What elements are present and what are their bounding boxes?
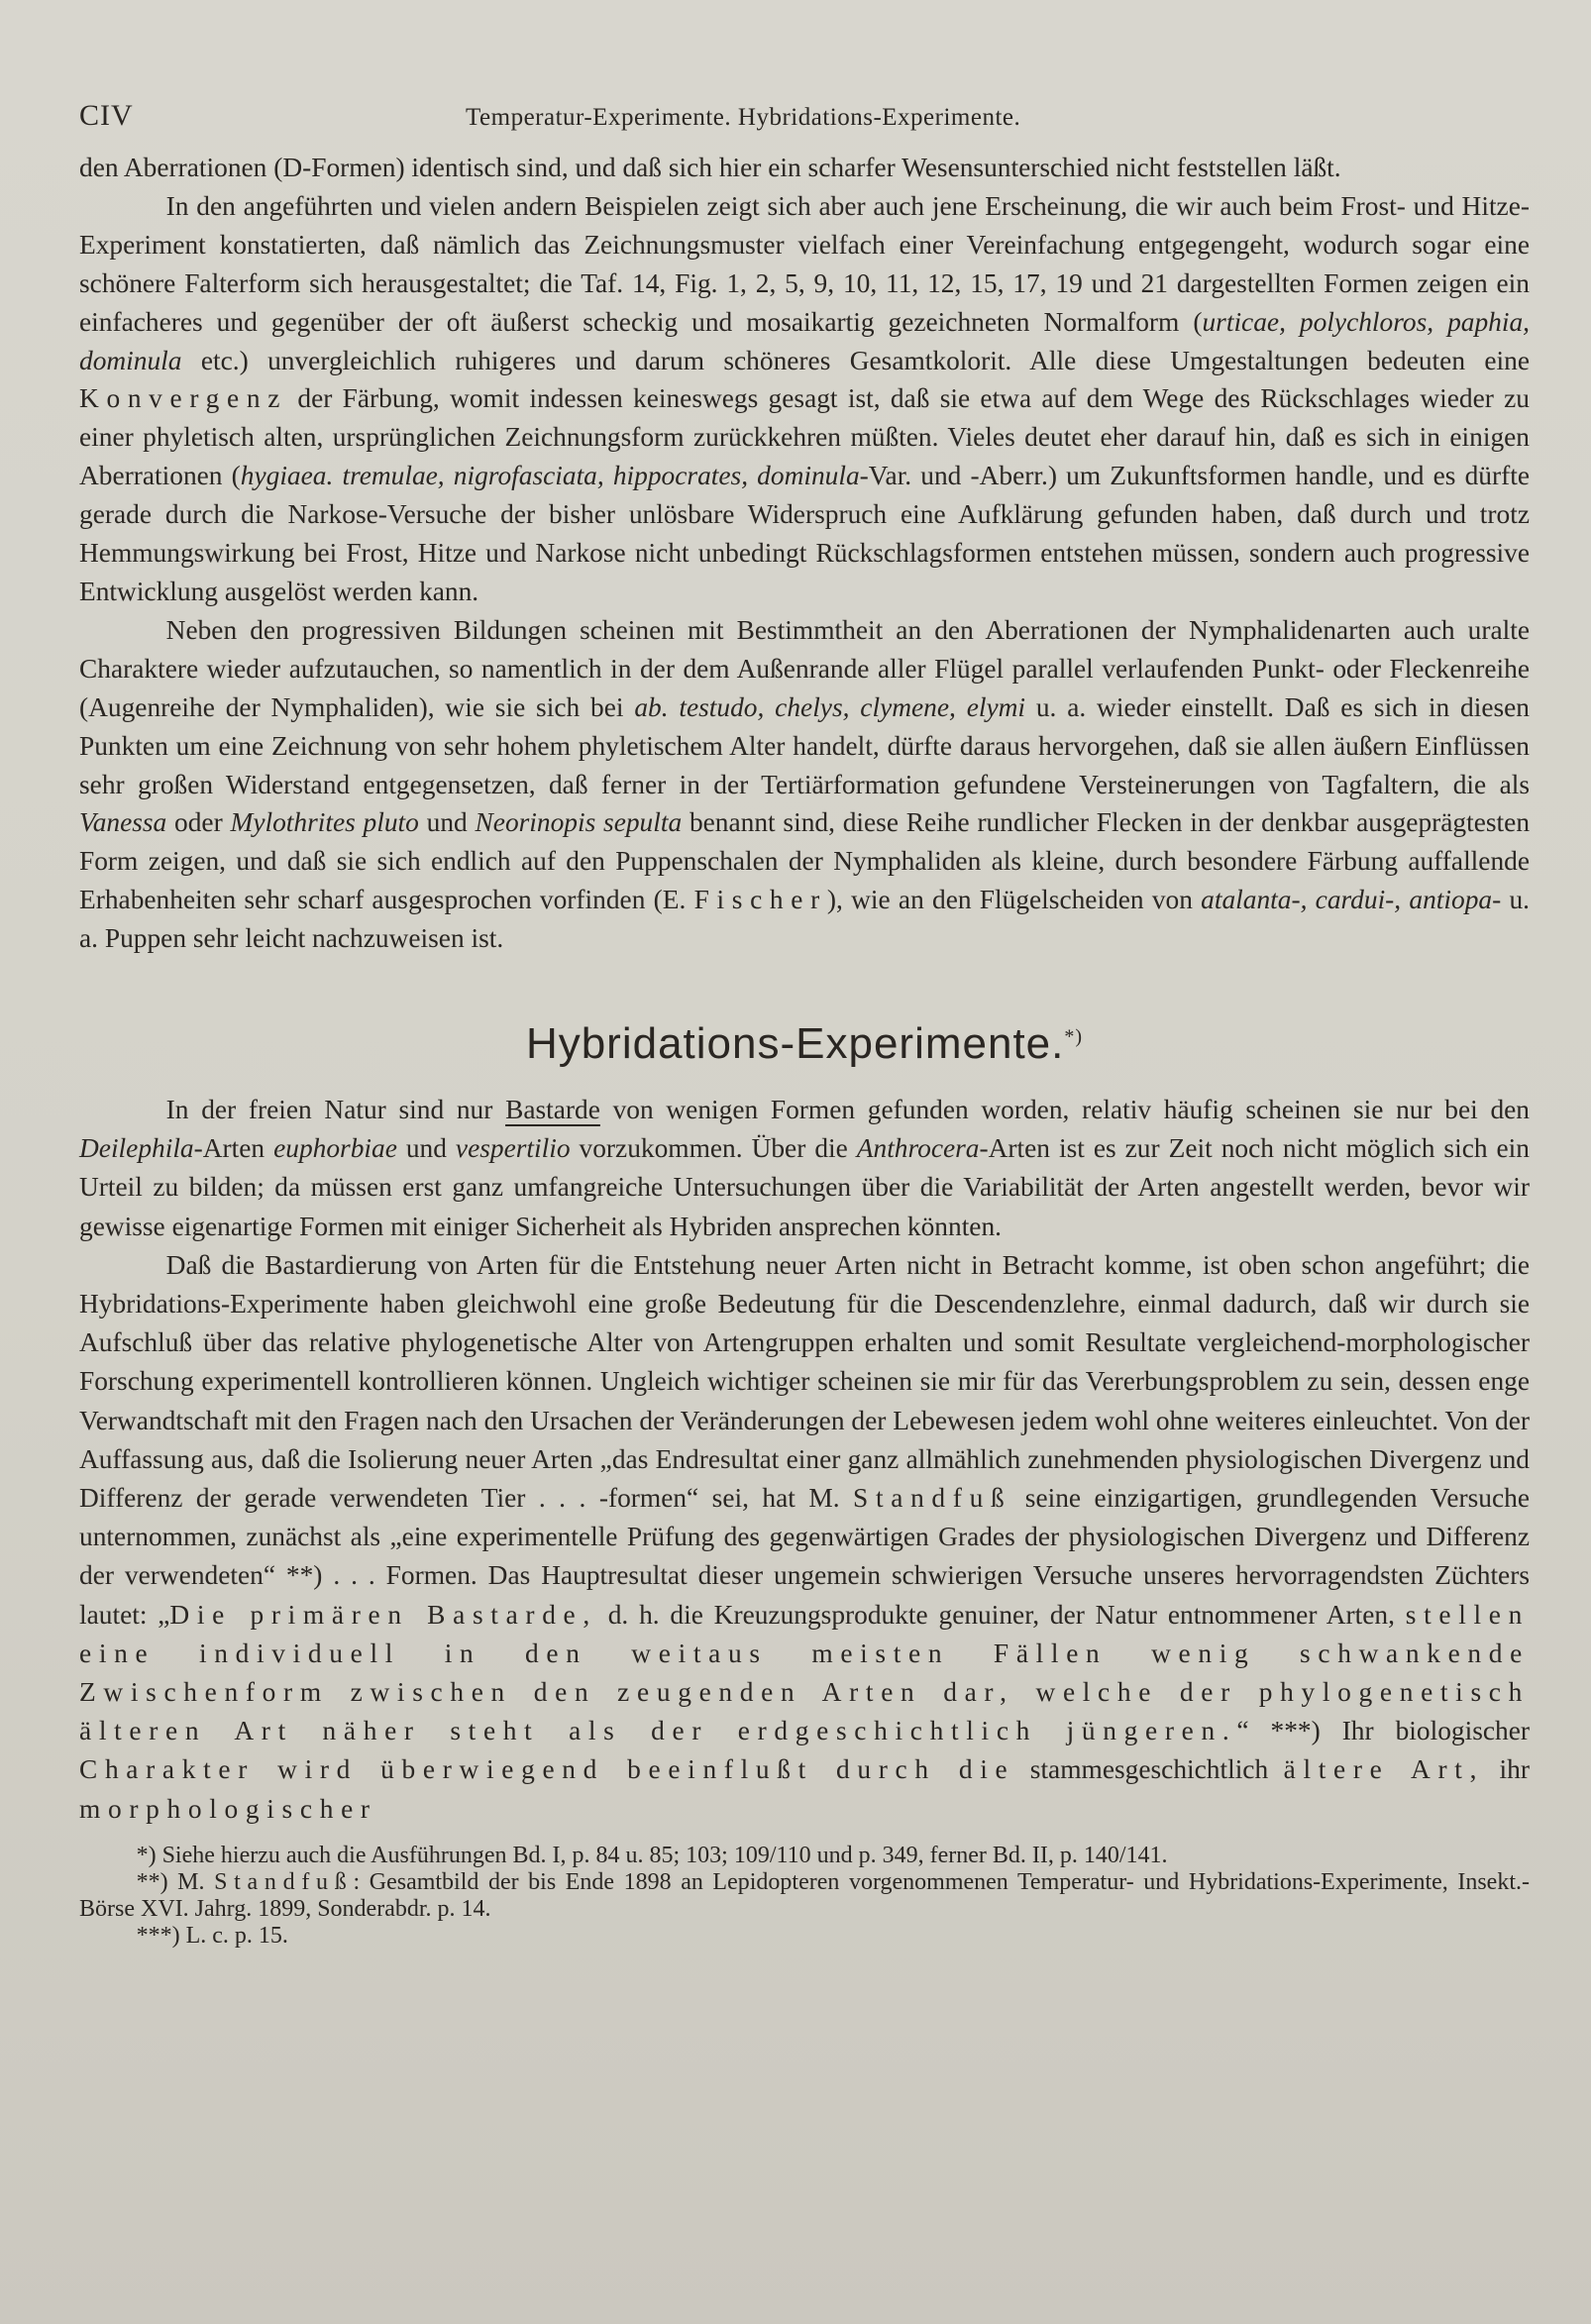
text-run: stammesgeschichtlich	[1014, 1754, 1284, 1785]
body-text	[79, 149, 1530, 958]
text-run: u. a. Puppen sehr leicht nachzuweisen ist.	[79, 885, 1530, 954]
text-run: “ ***) Ihr biologischer	[1236, 1716, 1530, 1746]
text-run: vorzukommen. Über die	[570, 1133, 857, 1164]
text-run: der Färbung, womit indessen keineswegs gesagt ist, daß sie etwa auf dem Wege des Rückschlages wieder zu einer phyletisch alten, ursprünglichen Zeichnungsform zurückkehren müßten. Vieles deutet eher darauf hin, daß es sich in einigen Aberrationen (	[79, 383, 1530, 491]
text-run: -Var. und -Aberr.) um Zukunftsformen handle, und es dürfte gerade durch die Narkose-Versuche der bisher unlösbare Widerspruch eine Aufklärung gefunden haben, daß durch und trotz Hemmungswirkung bei Frost, Hitze und Narkose nicht unbedingt Rückschlagsformen entstehen müssen, sondern auch progressive Entwicklung ausgelöst werden kann.	[79, 461, 1530, 606]
text-run: In der freien Natur sind nur	[165, 1095, 506, 1125]
text-run: -Arten	[193, 1133, 274, 1164]
text-run: benannt sind, diese Reihe rundlicher Flecken in der denkbar ausgeprägtesten Form zeigen, und daß sie sich endlich auf den Puppenschalen der Nymphaliden als kleine, durch besondere Färbung auffallende Erhabenheiten sehr scharf ausgesprochen vorfinden (E.	[79, 807, 1531, 915]
paragraph	[79, 187, 1530, 611]
spaced-quote: ältere Art,	[1283, 1754, 1485, 1785]
text-run: den Aberrationen (D-Formen) identisch sind, und daß sich hier ein scharfer Wesensunterschied nicht feststellen läßt.	[79, 153, 1341, 182]
text-run: Daß die Bastardierung von Arten für die Entstehung neuer Arten nicht in Betracht komme, ist oben schon angeführt; die Hybridations-Experimente haben gleichwohl eine große Bedeutung für die Descendenzlehre, einmal dadurch, daß wir durch sie Aufschluß über das relative phylogenetische Alter von Artengruppen erhalten und somit Resultate vergleichend-morphologischer Forschung experimentell kontrollieren können. Ungleich wichtiger scheinen sie mir für das Vererbungsproblem zu sein, dessen enge Verwandtschaft mit den Fragen nach den Ursachen der Veränderungen der Lebewesen jedem wohl ohne weiteres einleuchtet. Von der Auffassung aus, daß die Isolierung neuer Arten „das Endresultat einer ganz allmählich zunehmenden physiologischen Divergenz und Differenz der gerade verwendeten Tier . . . -formen“ sei, hat M.	[79, 1249, 1530, 1514]
footnote-text: ***) L. c. p. 15.	[136, 1922, 288, 1949]
footnote-marker: *)	[1064, 1025, 1084, 1048]
text-run: von wenigen Formen gefunden worden, relativ häufig scheinen sie nur bei den	[599, 1095, 1530, 1125]
underlined-term: Bastarde	[505, 1095, 600, 1125]
genus-name: Anthrocera	[856, 1133, 980, 1164]
heading-text: Hybridations-Experimente.	[525, 1019, 1065, 1069]
footnotes	[79, 1843, 1530, 1950]
text-run: und	[396, 1133, 456, 1164]
page-number: CIV	[79, 99, 134, 132]
text-run: ihr	[1484, 1754, 1530, 1785]
paragraph-continued	[79, 149, 1530, 187]
text-run: Neben den progressiven Bildungen scheinen mit Bestimmtheit an den Aberrationen der Nymphalidenarten auch uralte Charaktere wieder aufzutauchen, so namentlich in der dem Außenrande aller Flügel parallel verlaufenden Punkt- oder Fleckenreihe (Augenreihe der Nymphaliden), wie sie sich bei	[79, 614, 1530, 722]
running-title: Temperatur-Experimente. Hybridations-Experimente.	[466, 104, 1021, 131]
genus-name: Deilephila	[79, 1133, 194, 1164]
text-run: In den angeführten und vielen andern Beispielen zeigt sich aber auch jene Erscheinung, die wir auch beim Frost- und Hitze-Experiment konstatierten, daß nämlich das Zeichnungsmuster vielfach einer Vereinfachung entgegengeht, wodurch sogar eine schönere Falterform sich herausgestaltet; die Taf. 14, Fig. 1, 2, 5, 9, 10, 11, 12, 15, 17, 19 und 21 dargestellten Formen zeigen ein einfacheres und gegenüber der oft äußerst scheckig und mosaikartig gezeichneten Normalform (	[79, 190, 1530, 337]
spaced-author: Standfuß	[214, 1868, 354, 1895]
running-head	[79, 99, 1530, 145]
text-run: u. a. wieder einstellt. Daß es sich in diesen Punkten um eine Zeichnung von sehr hohem phyletischem Alter handelt, dürfte daraus hervorgehen, daß sie allen äußern Einflüssen sehr großen Widerstand entgegensetzen, daß ferner in der Tertiärformation gefundene Versteinerungen von Tagfaltern, die als	[79, 691, 1530, 799]
text-run: etc.) unvergleichlich ruhigeres und darum schöneres Gesamtkolorit. Alle diese Umgestaltungen bedeuten eine	[181, 345, 1530, 375]
paragraph	[79, 1091, 1530, 1246]
text-run: -Arten ist es zur Zeit noch nicht möglich sich ein Urteil zu bilden; da müssen erst ganz umfangreiche Untersuchungen über die Variabilität der Arten angestellt werden, bevor wir gewisse eigenartige Formen mit einiger Sicherheit als Hybriden ansprechen könnten.	[79, 1133, 1530, 1241]
species-name: euphorbiae	[273, 1133, 397, 1164]
text-run: seine einzigartigen, grundlegenden Versuche unternommen, zunächst als „eine experimentelle Prüfung des gegenwärtigen Grades der physiologischen Divergenz und Differenz der verwendeten“ **) . . . Formen. Das Hauptresultat dieser ungemein schwierigen Versuche unseres hervorragendsten Züchters lautet: „	[79, 1483, 1530, 1630]
spaced-quote: Die primären Bastarde,	[169, 1599, 597, 1630]
species-name: Mylothrites pluto	[230, 807, 419, 838]
footnote-text: *) Siehe hierzu auch die Ausführungen Bd. I, p. 84 u. 85; 103; 109/110 und p. 349, ferner Bd. II, p. 140/141.	[136, 1842, 1168, 1868]
footnote	[79, 1843, 1530, 1869]
species-names: atalanta-, cardui-, antiopa-	[1201, 885, 1502, 915]
footnote-text: : Gesamtbild der bis Ende 1898 an Lepidopteren vorgenommenen Temperatur- und Hybridations-Experimente, Insekt.-Börse XVI. Jahrg. 1899, Sonderabdr. p. 14.	[79, 1868, 1530, 1922]
species-names: hygiaea. tremulae, nigrofasciata, hippocrates, dominula	[240, 461, 860, 491]
footnote	[79, 1869, 1530, 1923]
text-run: ), wie an den Flügelscheiden von	[826, 885, 1202, 915]
section-heading	[79, 1019, 1530, 1069]
spaced-author: Standfuß	[853, 1483, 1012, 1514]
species-names: ab. testudo, chelys, clymene, elymi	[634, 691, 1026, 722]
genus-name: Vanessa	[79, 807, 167, 838]
paragraph	[79, 1246, 1530, 1829]
section-body	[79, 1091, 1530, 1829]
species-names: urticae, polychloros, paphia, dominula	[79, 306, 1530, 375]
spaced-quote: stellen eine individuell in den weitaus meisten Fällen wenig schwankende Zwischenform zwischen den zeugenden Arten dar, welche der phylogenetisch älteren Art näher steht als der erdgeschichtlich jüngeren.	[79, 1599, 1530, 1746]
spaced-author: Fischer	[693, 885, 827, 915]
footnote-text: **) M.	[136, 1868, 215, 1895]
species-name: Neorinopis sepulta	[475, 807, 683, 838]
species-name: vespertilio	[455, 1133, 571, 1164]
spaced-quote: morphologischer	[79, 1793, 377, 1824]
footnote	[79, 1923, 1530, 1950]
paragraph	[79, 611, 1530, 958]
spaced-quote: Charakter wird überwiegend beeinflußt durch die	[79, 1754, 1015, 1785]
text-run: oder	[166, 807, 231, 838]
spaced-term: Konvergenz	[79, 383, 288, 414]
text-run: d. h. die Kreuzungsprodukte genuiner, der Natur entnommener Arten,	[596, 1599, 1406, 1630]
text-run: und	[418, 807, 476, 838]
